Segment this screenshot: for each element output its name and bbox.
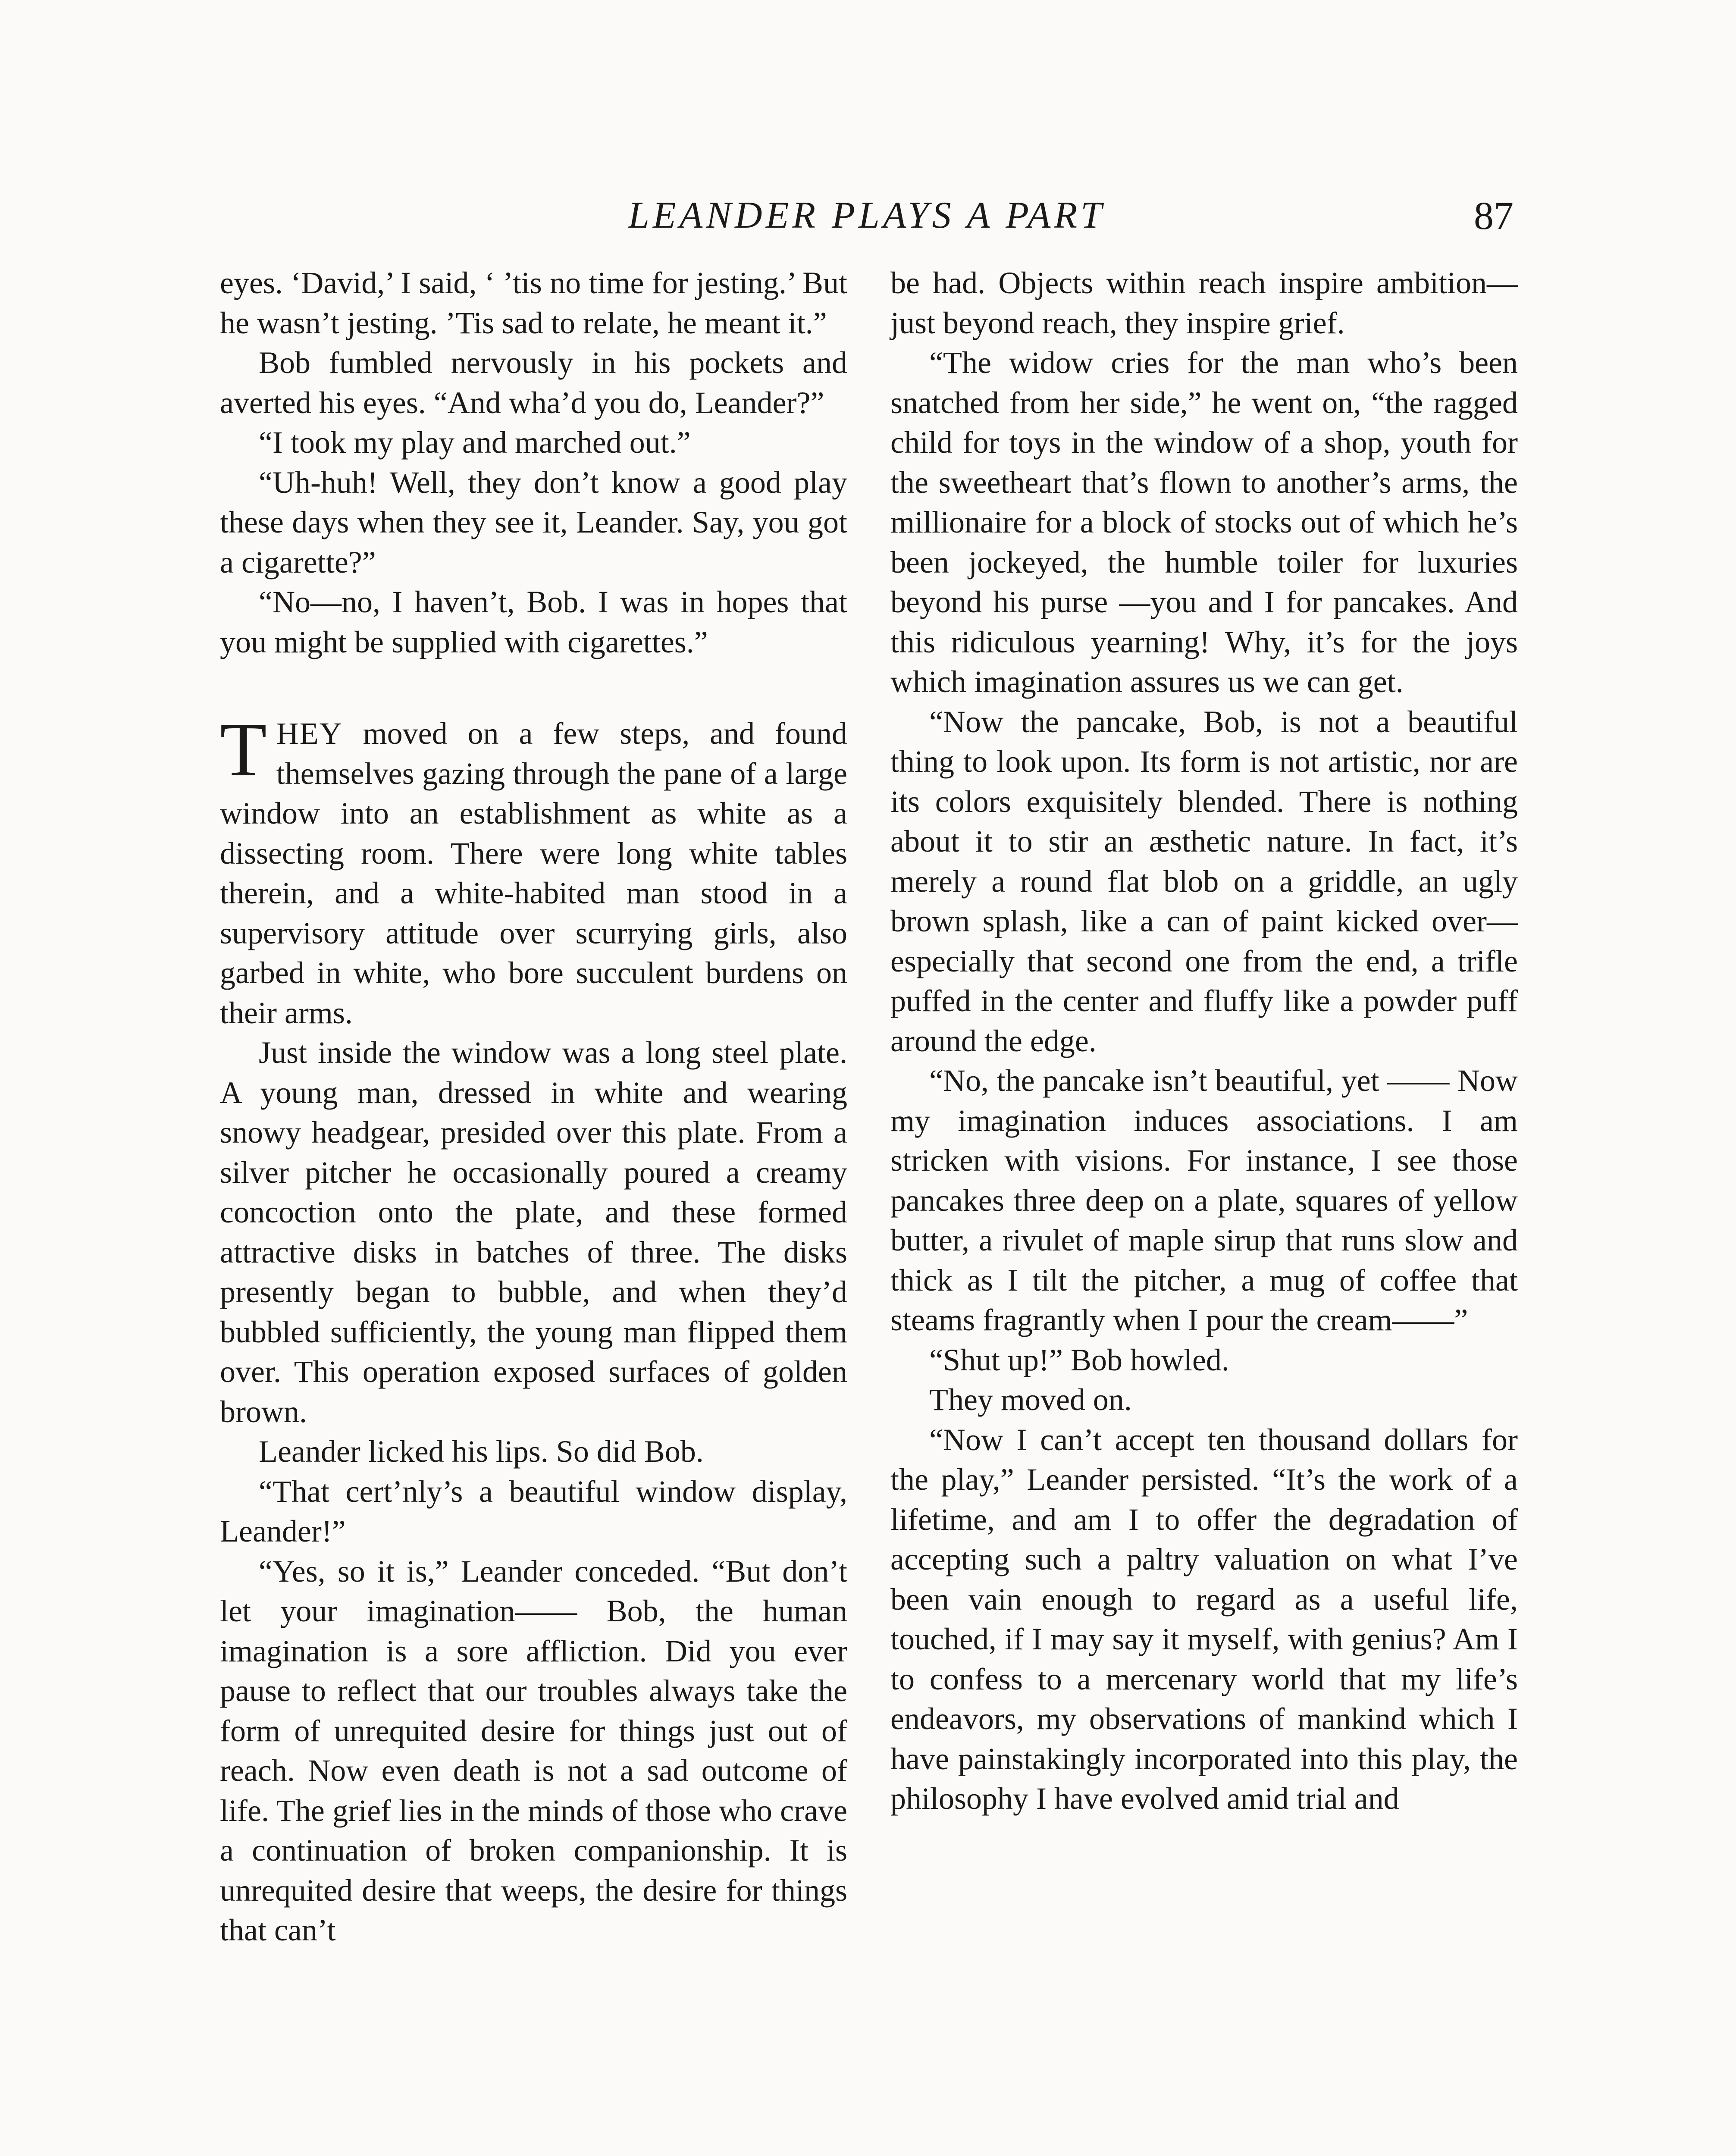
paragraph: Bob fumbled nervously in his pockets and averted his eyes. “And wha’d you do, Leander?” [220, 345, 847, 420]
paragraph: “Yes, so it is,” Leander conceded. “But don’t let your imagination—— Bob, the human imagination is a sore affliction. Did you ever pause to reflect that our troubles always take the form of unrequited desire for things just out of reach. Now even death is not a sad outcome of life. The grief lies in the minds of those who crave a continuation of broken companionship. It is unrequited desire that weeps, the desire for things that can’t [220, 1554, 847, 1947]
paragraph: Leander licked his lips. So did Bob. [259, 1434, 704, 1469]
paragraph: “I took my play and marched out.” [259, 425, 691, 460]
running-title: LEANDER PLAYS A PART [628, 194, 1106, 236]
paragraph: “Now the pancake, Bob, is not a beautiful thing to look upon. Its form is not artistic, nor are its colors exquisitely blended. There is nothing about it to stir an æsthetic nature. In fact, it’s merely a round flat blob on a griddle, an ugly brown splash, like a can of paint kicked over—especially that second one from the end, a trifle puffed in the center and fluffy like a powder puff around the edge. [890, 704, 1518, 1058]
left-column [220, 263, 847, 1950]
paragraph: “Shut up!” Bob howled. [929, 1342, 1229, 1377]
paragraph: They moved on. [929, 1382, 1132, 1417]
lead-caps: HEY [276, 716, 343, 751]
right-column [890, 263, 1518, 1819]
paragraph: Just inside the window was a long steel plate. A young man, dressed in white and wearing snowy headgear, presided over this plate. From a silver pitcher he occasionally poured a creamy concoction onto the plate, and these formed attractive disks in batches of three. The disks presently began to bubble, and when they’d bubbled sufficiently, the young man flipped them over. This operation exposed surfaces of golden brown. [220, 1035, 847, 1429]
paragraph: “Uh-huh! Well, they don’t know a good play these days when they see it, Leander. Say, you got a cigarette?” [220, 465, 847, 580]
section-opening-paragraph [220, 707, 847, 1033]
paragraph: “Now I can’t accept ten thousand dollars for the play,” Leander persisted. “It’s the work of a lifetime, and am I to offer the degradation of accepting such a paltry valuation on what I’ve been vain enough to regard as a useful life, touched, if I may say it myself, with genius? Am I to confess to a mercenary world that my life’s endeavors, my observations of mankind which I have painstakingly incorporated into this play, the philosophy I have evolved amid trial and [890, 1422, 1518, 1816]
drop-cap: T [220, 707, 267, 792]
paragraph: be had. Objects within reach inspire ambition—just beyond reach, they inspire grief. [890, 266, 1518, 340]
paragraph: “No, the pancake isn’t beautiful, yet —— Now my imagination induces associations. I am stricken with visions. For instance, I see those pancakes three deep on a plate, squares of yellow butter, a rivulet of maple sirup that runs slow and thick as I tilt the pitcher, a mug of coffee that steams fragrantly when I pour the cream——” [890, 1063, 1518, 1337]
paragraph: “No—no, I haven’t, Bob. I was in hopes that you might be supplied with cigarettes.” [220, 585, 847, 659]
running-header [220, 192, 1514, 248]
paragraph: eyes. ‘David,’ I said, ‘ ’tis no time for jesting.’ But he wasn’t jesting. ’Tis sad to relate, he meant it.” [220, 266, 847, 340]
page-number: 87 [1474, 194, 1514, 238]
paragraph: “That cert’nly’s a beautiful window display, Leander!” [220, 1474, 847, 1548]
paragraph: “The widow cries for the man who’s been snatched from her side,” he went on, “the ragged child for toys in the window of a shop, youth for the sweetheart that’s flown to another’s arms, the millionaire for a block of stocks out of which he’s been jockeyed, the humble toiler for luxuries beyond his purse —you and I for pancakes. And this ridiculous yearning! Why, it’s for the joys which imagination assures us we can get. [890, 345, 1518, 699]
lead-text: moved on a few steps, and found themselves gazing through the pane of a large window into an establishment as white as a dissecting room. There were long white tables therein, and a white-habited man stood in a supervisory attitude over scurrying girls, also garbed in white, who bore succulent burdens on their arms. [220, 716, 847, 1030]
